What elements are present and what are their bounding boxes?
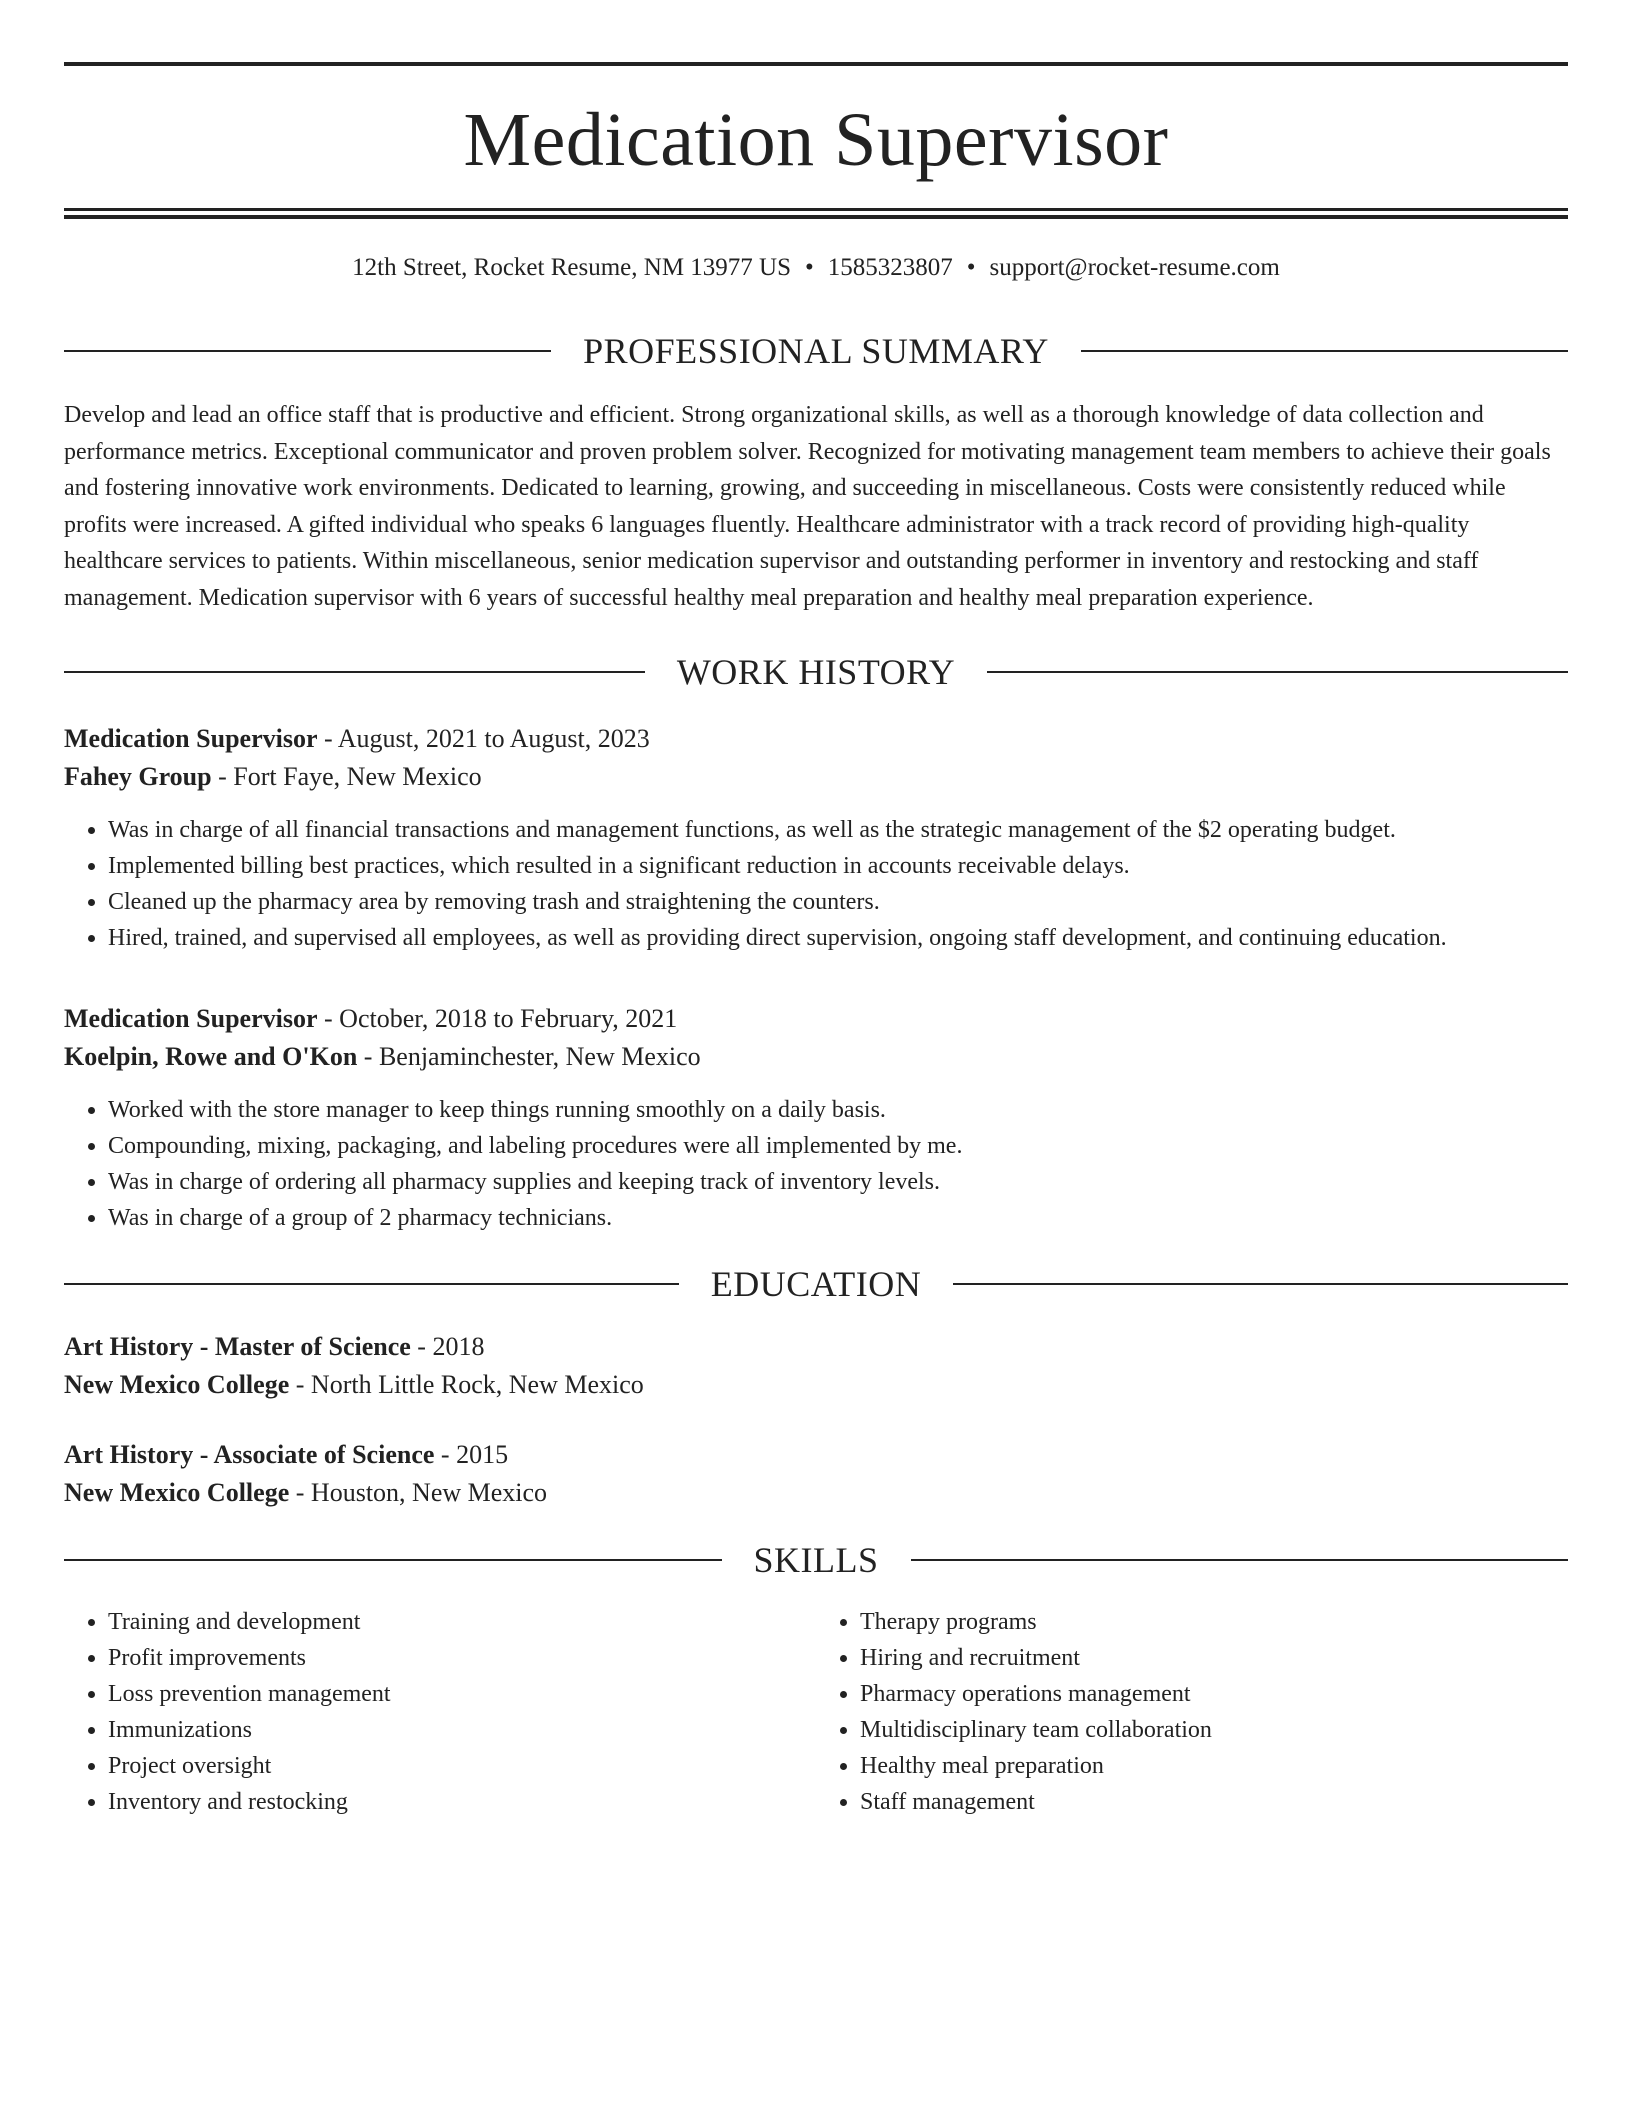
dash: - — [317, 1004, 340, 1033]
job-company: Koelpin, Rowe and O'Kon — [64, 1042, 358, 1071]
skills-list-right — [816, 1604, 1568, 1820]
skills-list-left — [64, 1604, 816, 1820]
skill-item: • Project oversight — [108, 1748, 816, 1784]
dash: - — [211, 762, 234, 791]
degree-line — [64, 1328, 1568, 1366]
skill-item: • Pharmacy operations management — [860, 1676, 1568, 1712]
summary-text: Develop and lead an office staff that is productive and efficient. Strong organizational skills, as well as a thorough knowledge of data collection and performance metrics. Exceptional communicator and proven problem solver. Recognized for motivating management team members to achieve their goals and fostering innovative work environments. Dedicated to learning, growing, and succeeding in miscellaneous. Costs were consistently reduced while profits were increased. A gifted individual who speaks 6 languages fluently. Healthcare administrator with a track record of providing high-quality healthcare services to patients. Within miscellaneous, senior medication supervisor and outstanding performer in inventory and restocking and staff management. Medication supervisor with 6 years of successful healthy meal preparation and healthy meal preparation experience. — [64, 402, 1551, 611]
job-bullets — [64, 1092, 1568, 1236]
contact-separator: • — [966, 254, 976, 281]
skill-item: • Immunizations — [108, 1712, 816, 1748]
job-bullet: • Was in charge of a group of 2 pharmacy technicians. — [108, 1200, 1568, 1236]
skill-item: • Staff management — [860, 1784, 1568, 1820]
double-rule — [64, 208, 1568, 219]
skill-item: • Healthy meal preparation — [860, 1748, 1568, 1784]
skill-item: • Multidisciplinary team collaboration — [860, 1712, 1568, 1748]
job-entry — [64, 720, 1568, 956]
contact-phone: 1585323807 — [827, 254, 953, 281]
skill-item: • Inventory and restocking — [108, 1784, 816, 1820]
skill-item: • Profit improvements — [108, 1640, 816, 1676]
resume-content — [64, 62, 1568, 1820]
job-bullet: • Worked with the store manager to keep things running smoothly on a daily basis. — [108, 1092, 1568, 1128]
contact-email: support@rocket-resume.com — [989, 254, 1280, 281]
job-title-line — [64, 720, 1568, 758]
skills-heading: SKILLS — [753, 1540, 879, 1580]
skill-item: • Training and development — [108, 1604, 816, 1640]
degree: Art History - Associate of Science — [64, 1440, 435, 1469]
job-title: Medication Supervisor — [64, 1004, 318, 1033]
work-heading: WORK HISTORY — [676, 652, 956, 692]
school: New Mexico College — [64, 1370, 290, 1399]
job-bullet: • Compounding, mixing, packaging, and labeling procedures were all implemented by me. — [108, 1128, 1568, 1164]
summary-heading: PROFESSIONAL SUMMARY — [583, 331, 1049, 371]
dash: - — [289, 1370, 311, 1399]
job-dates: August, 2021 to August, 2023 — [337, 724, 650, 753]
job-bullet: • Hired, trained, and supervised all employees, as well as providing direct supervision, ongoing staff development, and continuing education. — [108, 920, 1568, 956]
school-location: Houston, New Mexico — [310, 1478, 548, 1507]
education-section-heading — [64, 1266, 1568, 1302]
heading-rule — [64, 1283, 679, 1285]
skill-item: • Loss prevention management — [108, 1676, 816, 1712]
work-section-heading — [64, 654, 1568, 690]
dash: - — [410, 1332, 433, 1361]
job-company-line — [64, 758, 1568, 796]
job-location: Fort Faye, New Mexico — [233, 762, 482, 791]
dash: - — [434, 1440, 457, 1469]
job-company: Fahey Group — [64, 762, 212, 791]
dash: - — [317, 724, 338, 753]
skills-columns — [64, 1604, 1568, 1820]
heading-rule — [911, 1559, 1569, 1561]
education-entry — [64, 1328, 1568, 1404]
education-entry — [64, 1436, 1568, 1512]
education-heading: EDUCATION — [710, 1264, 922, 1304]
summary-section-heading — [64, 333, 1568, 369]
job-title-line — [64, 1000, 1568, 1038]
heading-rule — [64, 671, 645, 673]
degree: Art History - Master of Science — [64, 1332, 411, 1361]
contact-separator: • — [805, 254, 814, 281]
job-bullet: • Was in charge of ordering all pharmacy supplies and keeping track of inventory levels. — [108, 1164, 1568, 1200]
school-location: North Little Rock, New Mexico — [310, 1370, 644, 1399]
job-location: Benjaminchester, New Mexico — [378, 1042, 701, 1071]
skill-item: • Hiring and recruitment — [860, 1640, 1568, 1676]
job-title: Medication Supervisor — [64, 724, 318, 753]
degree-line — [64, 1436, 1568, 1474]
skills-section-heading — [64, 1542, 1568, 1578]
school: New Mexico College — [64, 1478, 290, 1507]
heading-rule — [64, 1559, 722, 1561]
school-line — [64, 1474, 1568, 1512]
contact-address: 12th Street, Rocket Resume, NM 13977 US — [352, 254, 792, 281]
heading-rule — [64, 350, 551, 352]
contact-line — [64, 253, 1568, 283]
job-entry — [64, 1000, 1568, 1236]
degree-year: 2015 — [456, 1440, 509, 1469]
degree-year: 2018 — [432, 1332, 485, 1361]
top-rule — [64, 62, 1568, 66]
job-bullet: • Cleaned up the pharmacy area by removing trash and straightening the counters. — [108, 884, 1568, 920]
resume-title: Medication Supervisor — [463, 98, 1169, 182]
dash: - — [357, 1042, 379, 1071]
heading-rule — [987, 671, 1568, 673]
heading-rule — [953, 1283, 1568, 1285]
heading-rule — [1081, 350, 1568, 352]
school-line — [64, 1366, 1568, 1404]
job-dates: October, 2018 to February, 2021 — [339, 1004, 678, 1033]
skill-item: • Therapy programs — [860, 1604, 1568, 1640]
job-bullet: • Was in charge of all financial transactions and management functions, as well as the strategic management of the $2 operating budget. — [108, 812, 1568, 848]
job-company-line — [64, 1038, 1568, 1076]
job-bullet: • Implemented billing best practices, which resulted in a significant reduction in accounts receivable delays. — [108, 848, 1568, 884]
dash: - — [289, 1478, 311, 1507]
job-bullets — [64, 812, 1568, 956]
